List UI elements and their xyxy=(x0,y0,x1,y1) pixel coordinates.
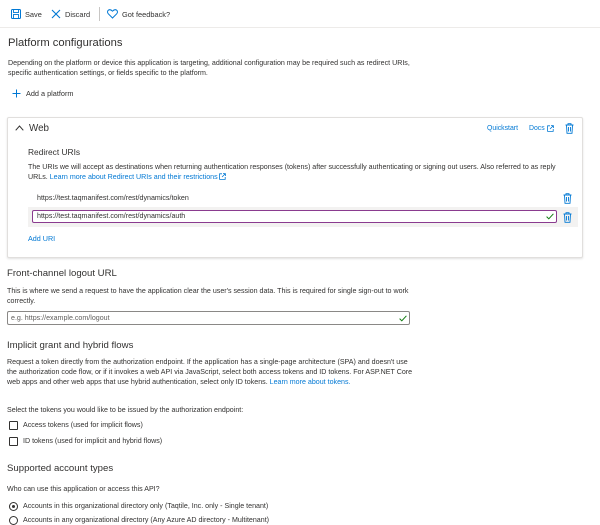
single-tenant-radio[interactable] xyxy=(9,502,18,511)
page-description: Depending on the platform or device this application is targeting, additional configuration may be required such as redirect URIs, specific authentication settings, or fields specific to the platform. xyxy=(8,59,410,77)
trash-icon xyxy=(563,212,572,223)
add-uri-link[interactable]: Add URI xyxy=(28,234,56,243)
trash-icon xyxy=(563,193,572,204)
add-platform-label: Add a platform xyxy=(26,89,74,98)
account-types-title: Supported account types xyxy=(7,463,114,474)
single-tenant-label: Accounts in this organizational directory only (Taqtile, Inc. only - Single tenant) xyxy=(23,502,269,510)
id-tokens-label: ID tokens (used for implicit and hybrid flows) xyxy=(23,437,163,445)
discard-button[interactable] xyxy=(51,8,90,20)
redirect-uri-input[interactable] xyxy=(32,210,557,223)
page-title: Platform configurations xyxy=(8,37,123,49)
command-bar xyxy=(0,0,600,28)
implicit-grant-title: Implicit grant and hybrid flows xyxy=(7,340,134,351)
discard-label: Discard xyxy=(65,9,91,19)
logout-description: This is where we send a request to have the application clear the user's session data. This is required for single sign-out to work correctly. xyxy=(7,287,409,305)
docs-label: Docs xyxy=(529,125,545,132)
redirect-uris-title: Redirect URIs xyxy=(28,147,81,157)
redirect-uri-input-value: https://test.taqmanifest.com/rest/dynamics/auth xyxy=(37,212,186,220)
delete-uri-button[interactable] xyxy=(563,212,572,223)
tokens-select-label: Select the tokens you would like to be issued by the authorization endpoint: xyxy=(7,406,244,414)
heart-icon xyxy=(107,9,118,19)
tokens-learn-more-link[interactable]: Learn more about tokens. xyxy=(269,377,351,386)
trash-icon xyxy=(565,123,574,134)
close-icon xyxy=(51,9,61,19)
web-platform-card xyxy=(7,117,583,258)
checkmark-icon xyxy=(546,213,554,220)
logout-url-input[interactable] xyxy=(7,311,410,325)
logout-url-placeholder: e.g. https://example.com/logout xyxy=(11,314,110,322)
redirect-uris-description: The URIs we will accept as destinations when returning authentication responses (tokens) after successfully authenticating or signing out users. Also referred to as reply URLs. Learn more about Redirect URIs and their restrictions xyxy=(28,163,556,181)
delete-platform-button[interactable] xyxy=(565,123,574,134)
access-tokens-checkbox[interactable] xyxy=(9,421,18,430)
docs-link[interactable] xyxy=(529,125,554,132)
save-button[interactable] xyxy=(11,8,42,20)
quickstart-link[interactable]: Quickstart xyxy=(487,125,519,132)
toolbar-divider xyxy=(99,7,100,21)
save-label: Save xyxy=(25,9,42,19)
chevron-up-icon[interactable] xyxy=(15,125,24,131)
feedback-label: Got feedback? xyxy=(122,9,171,19)
redirect-uri-value: https://test.taqmanifest.com/rest/dynamics/token xyxy=(37,194,189,202)
feedback-button[interactable] xyxy=(107,8,170,20)
multitenant-label: Accounts in any organizational directory (Any Azure AD directory - Multitenant) xyxy=(23,516,270,524)
plus-icon xyxy=(12,89,21,98)
id-tokens-checkbox[interactable] xyxy=(9,437,18,446)
access-tokens-label: Access tokens (used for implicit flows) xyxy=(23,421,143,429)
logout-title: Front-channel logout URL xyxy=(7,268,117,279)
save-icon xyxy=(11,9,21,19)
external-link-icon xyxy=(219,173,226,180)
web-title: Web xyxy=(29,123,49,134)
redirect-uri-row[interactable] xyxy=(37,194,189,202)
add-platform-button[interactable] xyxy=(12,89,73,98)
checkmark-icon xyxy=(399,315,407,322)
external-link-icon xyxy=(547,125,554,132)
account-types-question: Who can use this application or access this API? xyxy=(7,485,160,493)
delete-uri-button[interactable] xyxy=(563,193,572,204)
redirect-learn-more-link[interactable]: Learn more about Redirect URIs and their restrictions xyxy=(50,173,226,181)
implicit-grant-description: Request a token directly from the authorization endpoint. If the application has a single-page architecture (SPA) and doesn't use the authorization code flow, or if it invokes a web API via JavaScript, select both access tokens and ID tokens. For ASP.NET Core web apps and other web apps that use hybrid authentication, select only ID tokens. Learn more about tokens. xyxy=(7,358,413,386)
